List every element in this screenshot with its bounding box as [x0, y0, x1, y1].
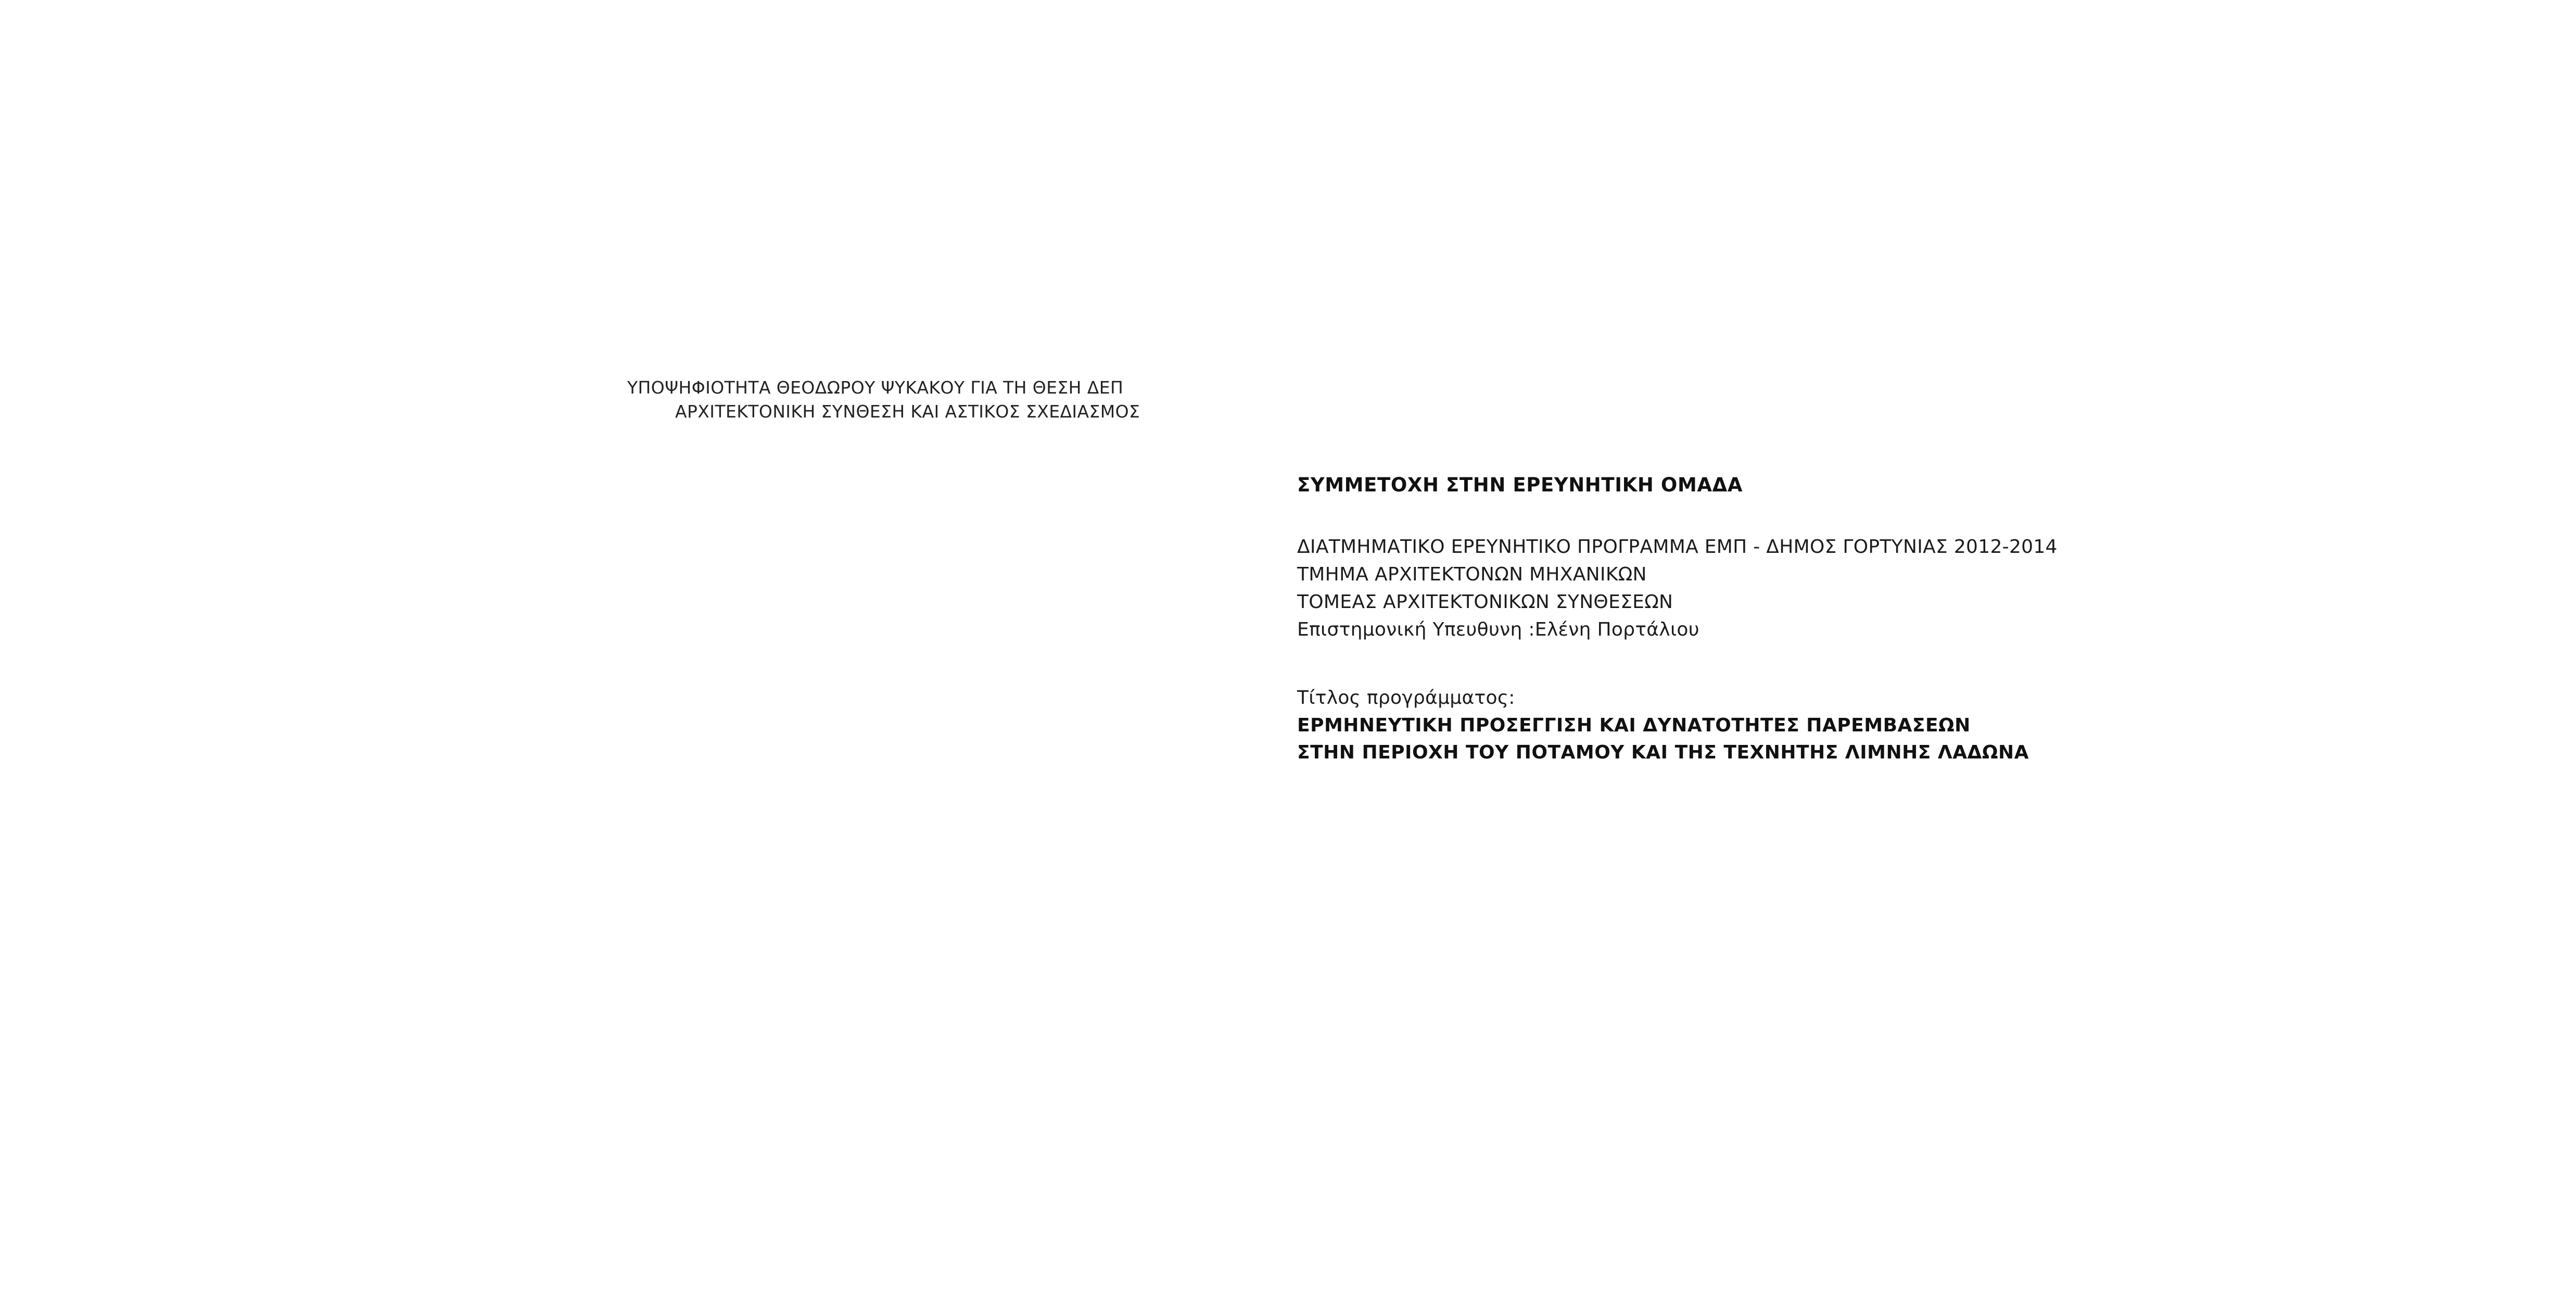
content-body	[1297, 474, 2058, 767]
program-line-3: ΤΟΜΕΑΣ ΑΡΧΙΤΕΚΤΟΝΙΚΩΝ ΣΥΝΘΕΣΕΩΝ	[1297, 591, 1673, 613]
section-title: ΣΥΜΜΕΤΟΧΗ ΣΤΗΝ ΕΡΕΥΝΗΤΙΚΗ ΟΜΑΔΑ	[1297, 474, 1743, 496]
program-title-line-2: ΣΤΗΝ ΠΕΡΙΟΧΗ ΤΟΥ ΠΟΤΑΜΟΥ ΚΑΙ ΤΗΣ ΤΕΧΝΗΤΗΣ ΛΙΜΝΗΣ ΛΑΔΩΝΑ	[1297, 742, 2029, 764]
program-line-1: ΔΙΑΤΜΗΜΑΤΙΚΟ ΕΡΕΥΝΗΤΙΚΟ ΠΡΟΓΡΑΜΜΑ ΕΜΠ - ΔΗΜΟΣ ΓΟΡΤΥΝΙΑΣ 2012-2014	[1297, 536, 2058, 558]
program-title-label: Τίτλος προγράμματος:	[1297, 687, 1515, 708]
program-line-2: ΤΜΗΜΑ ΑΡΧΙΤΕΚΤΟΝΩΝ ΜΗΧΑΝΙΚΩΝ	[1297, 563, 1647, 585]
candidate-header-line-1: ΥΠΟΨΗΦΙΟΤΗΤΑ ΘΕΟΔΩΡΟΥ ΨΥΚΑΚΟΥ ΓΙΑ ΤΗ ΘΕΣΗ ΔΕΠ	[627, 377, 1124, 398]
candidate-header	[627, 376, 1140, 423]
program-title-line-1: ΕΡΜΗΝΕΥΤΙΚΗ ΠΡΟΣΕΓΓΙΣΗ ΚΑΙ ΔΥΝΑΤΟΤΗΤΕΣ ΠΑΡΕΜΒΑΣΕΩΝ	[1297, 714, 1971, 736]
program-title-block	[1297, 685, 2058, 767]
program-details	[1297, 534, 2058, 644]
program-supervisor: Επιστημονική Υπευθυνη :Ελένη Πορτάλιου	[1297, 618, 1699, 640]
candidate-header-line-2: ΑΡΧΙΤΕΚΤΟΝΙΚΗ ΣΥΝΘΕΣΗ ΚΑΙ ΑΣΤΙΚΟΣ ΣΧΕΔΙΑΣΜΟΣ	[675, 401, 1140, 422]
